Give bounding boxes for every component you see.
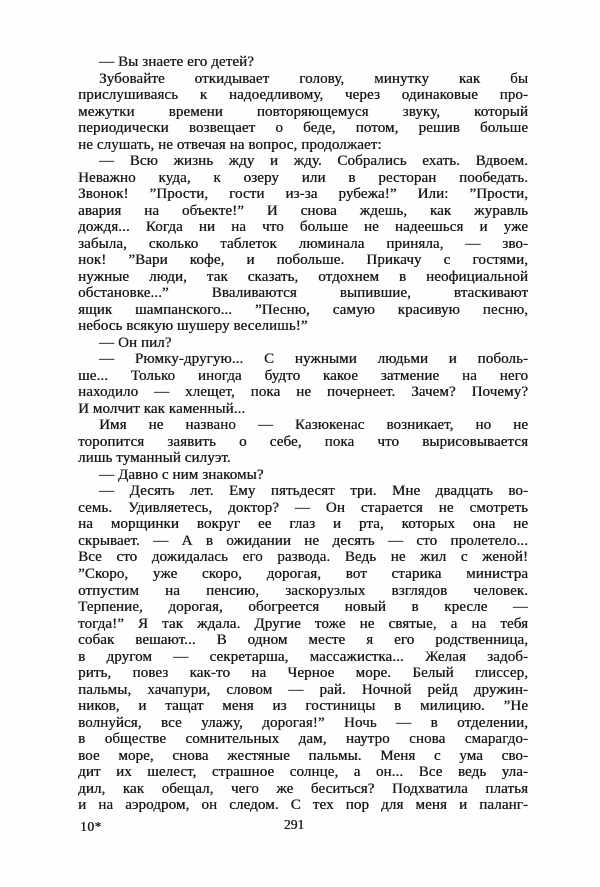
page-number: 291 xyxy=(283,817,305,832)
text-line: лишь туманный силуэт. xyxy=(78,450,231,467)
text-line: Зубовайте откидывает голову, минутку как бы xyxy=(99,70,528,87)
text-block xyxy=(78,54,528,814)
text-line: тогда!” Я так ждала. Другие тоже не святые, а на тебя xyxy=(78,615,528,632)
text-line: дит их шелест, страшное солнце, а он... Все ведь ула- xyxy=(78,764,528,781)
text-line: — Вы знаете его детей? xyxy=(99,54,254,70)
text-line: торопится заявить о себе, пока что вырисовывается xyxy=(78,433,528,450)
text-line: рить, повез как-то на Черное море. Белый глиссер, xyxy=(78,665,528,682)
text-line: семь. Удивляетесь, доктор? — Он старается не смотреть xyxy=(78,499,528,516)
text-line: — Рюмку-другую... С нужными людьми и поболь- xyxy=(99,351,528,368)
text-line: авария на объекте!” И снова ждешь, как журавль xyxy=(78,202,528,219)
text-line: пальмы, хачапури, словом — рай. Ночной рейд дружин- xyxy=(78,681,528,698)
text-line: Терпение, дорогая, обогреется новый в кресле — xyxy=(78,599,528,616)
signature-mark: 10* xyxy=(80,819,102,834)
text-line: на морщинки вокруг ее глаз и рта, которых она не xyxy=(78,516,528,533)
page-footer xyxy=(78,816,528,834)
text-line: ”Скоро, уже скоро, дорогая, вот старика министра xyxy=(78,565,528,582)
text-line: в другом — секретарша, массажистка... Желая задоб- xyxy=(78,648,528,665)
text-line: отпустим на пенсию, заскорузлых взглядов человек. xyxy=(78,582,528,599)
text-line: Имя не названо — Казюкенас возникает, но не xyxy=(99,417,528,434)
text-line: Неважно куда, к озеру или в ресторан пообедать. xyxy=(78,169,528,186)
text-line: дождя... Когда ни на что больше не надеешься и уже xyxy=(78,219,528,236)
text-line: межутки времени повторяющемуся звуку, который xyxy=(78,103,528,120)
text-line: И молчит как каменный... xyxy=(78,400,246,417)
text-line: — Давно с ним знакомы? xyxy=(99,466,264,483)
text-line: Звонок! ”Прости, гости из-за рубежа!” Или: ”Прости, xyxy=(78,186,528,203)
text-line: обстановке...” Вваливаются выпившие, втаскивают xyxy=(78,285,528,302)
text-line: периодически возвещает о беде, потом, решив больше xyxy=(78,120,528,137)
text-line: волнуйся, все улажу, дорогая!” Ночь — в отделении, xyxy=(78,714,528,731)
text-line: не слушать, не отвечая на вопрос, продолжает: xyxy=(78,136,382,153)
text-line: нужные люди, так сказать, отдохнем в неофициальной xyxy=(78,268,528,285)
text-line: и на аэродром, он следом. С тех пор для меня и паланг- xyxy=(78,797,528,814)
text-line: скрывает. — А в ожидании не десять — сто пролетело... xyxy=(78,532,528,549)
text-line: ше... Только иногда будто какое затмение на него xyxy=(78,367,528,384)
text-line: нок! ”Вари кофе, и побольше. Прикачу с гостями, xyxy=(78,252,528,269)
text-line: находило — хлещет, пока не почернеет. Зачем? Почему? xyxy=(78,384,528,401)
text-line: прислушиваясь к надоедливому, через одинаковые про- xyxy=(78,87,528,104)
text-line: небось всякую шушеру веселишь!” xyxy=(78,318,308,335)
text-line: в обществе сомнительных дам, наутро снова смарагдо- xyxy=(78,731,528,748)
text-line: — Он пил? xyxy=(99,334,172,351)
text-line: забыла, сколько таблеток люминала приняла, — зво- xyxy=(78,235,528,252)
text-line: дил, как обещал, чего же беситься? Подхватила платья xyxy=(78,780,528,797)
text-line: вое море, снова жестяные пальмы. Меня с ума сво- xyxy=(78,747,528,764)
text-line: ников, и тащат меня из гостиницы в милицию. ”Не xyxy=(78,698,528,715)
text-line: — Десять лет. Ему пятьдесят три. Мне двадцать во- xyxy=(99,483,528,500)
text-line: Все сто дожидалась его развода. Ведь не жил с женой! xyxy=(78,549,528,566)
text-line: ящик шампанского... ”Песню, самую красивую песню, xyxy=(78,301,528,318)
text-line: собак вешают... В одном месте я его родственница, xyxy=(78,632,528,649)
text-line: — Всю жизнь жду и жду. Собрались ехать. Вдвоем. xyxy=(99,153,528,170)
